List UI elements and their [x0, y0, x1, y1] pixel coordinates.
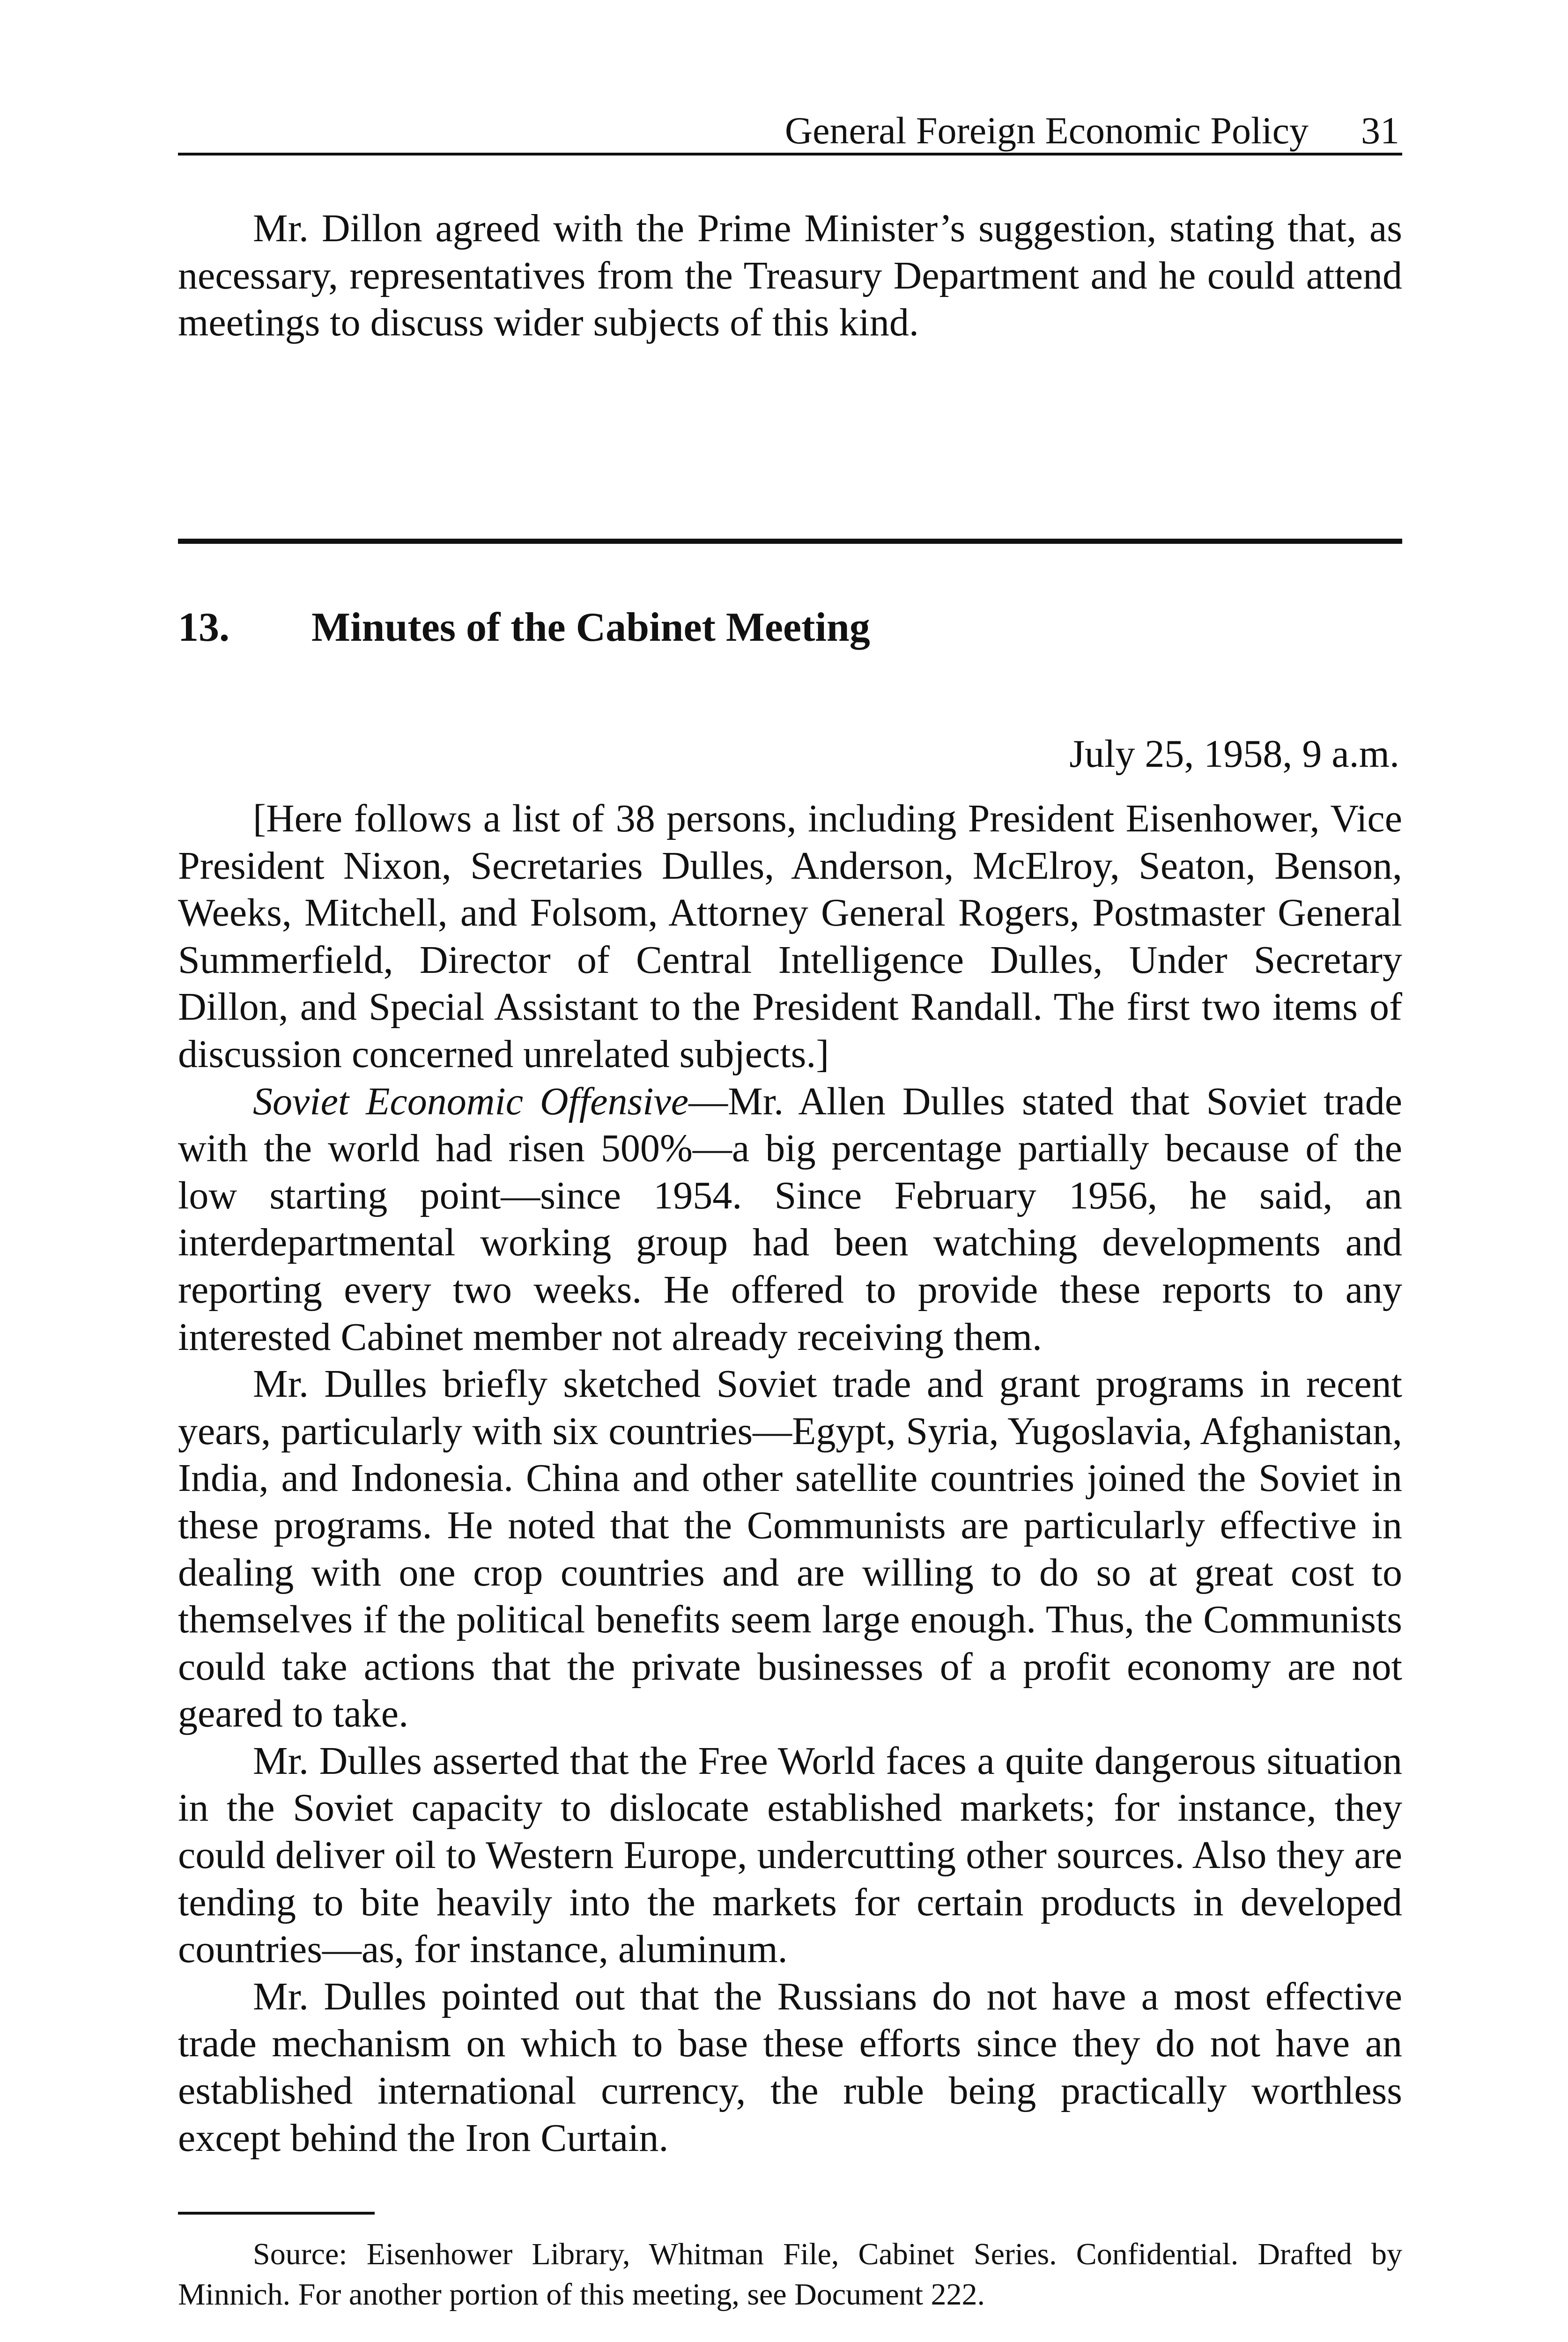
source-footnote: Source: Eisenhower Library, Whitman File, Cabinet Series. Confidential. Drafted by Minnich. For another portion of this meeting, see Document 222. [178, 2237, 1402, 2312]
paragraph-dangerous-situation: Mr. Dulles asserted that the Free World faces a quite dangerous situation in the Soviet capacity to dislocate established markets; for instance, they could deliver oil to Western Europe, undercutting other sources. Also they are tending to bite heavily into the markets for certain products in developed countries—as, for instance, aluminum. [178, 1739, 1402, 1971]
document-divider [178, 539, 1402, 544]
intro-section [178, 205, 1402, 347]
page-number: 31 [1361, 109, 1399, 152]
paragraph-attendees: [Here follows a list of 38 persons, including President Eisenhower, Vice President Nixon, Secretaries Dulles, Anderson, McElroy, Seaton, Benson, Weeks, Mitchell, and Folsom, Attorney General Rogers, Postmaster General Summerfield, Director of Central Intelligence Dulles, Under Secretary Dillon, and Special Assistant to the President Randall. The first two items of discussion concerned unrelated subjects.] [178, 797, 1402, 1076]
paragraph-trade-mechanism: Mr. Dulles pointed out that the Russians do not have a most effective trade mechanism on which to base these efforts since they do not have an established international currency, the ruble being practically worthless except behind the Iron Curtain. [178, 1974, 1402, 2160]
document-heading [178, 604, 1402, 651]
footnote-divider [178, 2212, 375, 2215]
footnote-section [178, 2234, 1402, 2315]
document-number: 13. [178, 605, 229, 650]
running-head [178, 99, 1402, 156]
dateline: July 25, 1958, 9 a.m. [1069, 732, 1399, 776]
intro-paragraph: Mr. Dillon agreed with the Prime Minister’s suggestion, stating that, as necessary, representatives from the Treasury Department and he could attend meetings to discuss wider subjects of this kind. [178, 207, 1402, 345]
running-head-title: General Foreign Economic Policy [784, 109, 1309, 152]
paragraph-trade-programs: Mr. Dulles briefly sketched Soviet trade and grant programs in recent years, particularly with six countries—Egypt, Syria, Yugoslavia, Afghanistan, India, and Indonesia. China and other satellite countries joined the Soviet in these programs. He noted that the Communists are particularly effective in dealing with one crop countries and are willing to do so at great cost to themselves if the political benefits seem large enough. Thus, the Communists could take actions that the private businesses of a profit economy are not geared to take. [178, 1362, 1402, 1736]
document-page [178, 0, 1402, 2342]
paragraph-soviet-offensive-text: —Mr. Allen Dulles stated that Soviet trade with the world had risen 500%—a big percentage partially because of the low starting point—since 1954. Since February 1956, he said, an interdepartmental working group had been watching developments and reporting every two weeks. He offered to provide these reports to any interested Cabinet member not already receiving them. [178, 1079, 1402, 1359]
run-in-heading: Soviet Economic Offensive [253, 1079, 689, 1123]
paragraph-soviet-offensive [178, 1078, 1402, 1361]
document-title: Minutes of the Cabinet Meeting [311, 605, 870, 650]
document-body [178, 795, 1402, 2162]
